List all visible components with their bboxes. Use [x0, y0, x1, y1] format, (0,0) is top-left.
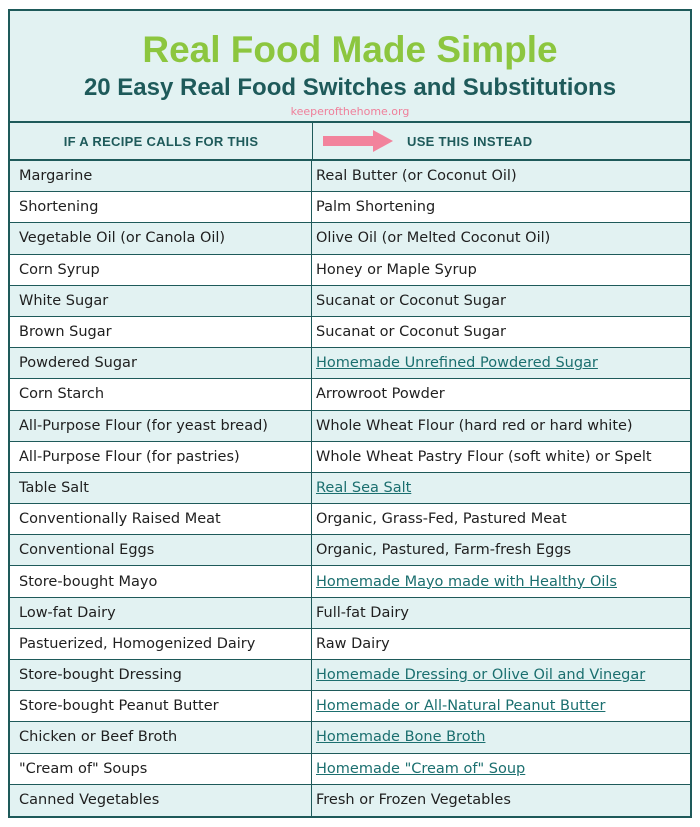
header [10, 11, 690, 123]
substitute-ingredient: Full-fat Dairy [316, 604, 409, 621]
column-headers [10, 123, 690, 161]
substitute-link[interactable]: Homemade Dressing or Olive Oil and Vinegar [316, 667, 646, 684]
original-ingredient: Low-fat Dairy [10, 598, 312, 628]
right-arrow-icon [323, 130, 393, 152]
table-row [10, 317, 690, 348]
table-row [10, 223, 690, 254]
substitute-ingredient: Palm Shortening [316, 199, 436, 216]
original-ingredient: All-Purpose Flour (for pastries) [10, 442, 312, 472]
substitute-ingredient: Sucanat or Coconut Sugar [316, 324, 507, 341]
substitute-ingredient: Honey or Maple Syrup [316, 261, 477, 278]
substitute-ingredient [312, 691, 690, 721]
site-credit: keeperofthehome.org [290, 105, 410, 118]
table-row [10, 722, 690, 753]
original-ingredient: Canned Vegetables [10, 785, 312, 816]
substitute-link[interactable]: Real Sea Salt [316, 479, 412, 496]
table-row [10, 379, 690, 410]
original-ingredient: Store-bought Mayo [10, 566, 312, 596]
table-row [10, 629, 690, 660]
table-row [10, 566, 690, 597]
table-row [10, 255, 690, 286]
original-ingredient: All-Purpose Flour (for yeast bread) [10, 411, 312, 441]
original-ingredient: Vegetable Oil (or Canola Oil) [10, 223, 312, 253]
substitute-link[interactable]: Homemade Mayo made with Healthy Oils [316, 573, 617, 590]
original-ingredient: Pastuerized, Homogenized Dairy [10, 629, 312, 659]
original-ingredient: Store-bought Dressing [10, 660, 312, 690]
table-row [10, 535, 690, 566]
substitute-ingredient: Raw Dairy [316, 635, 390, 652]
table-row [10, 192, 690, 223]
substitute-ingredient: Fresh or Frozen Vegetables [316, 792, 511, 809]
original-ingredient: Store-bought Peanut Butter [10, 691, 312, 721]
table-row [10, 691, 690, 722]
substitute-ingredient: Whole Wheat Pastry Flour (soft white) or Spelt [316, 448, 652, 465]
substitute-ingredient [312, 754, 690, 784]
table-row [10, 660, 690, 691]
substitute-ingredient: Whole Wheat Flour (hard red or hard white) [316, 417, 633, 434]
table-row [10, 411, 690, 442]
substitution-table [10, 161, 690, 816]
table-row [10, 473, 690, 504]
substitute-link[interactable]: Homemade Bone Broth [316, 729, 486, 746]
substitute-ingredient: Sucanat or Coconut Sugar [316, 292, 507, 309]
substitute-link[interactable]: Homemade Unrefined Powdered Sugar [316, 355, 598, 372]
table-row [10, 598, 690, 629]
original-ingredient: Brown Sugar [10, 317, 312, 347]
page-title: Real Food Made Simple [142, 29, 558, 70]
substitute-ingredient: Arrowroot Powder [316, 386, 445, 403]
substitute-ingredient [312, 566, 690, 596]
original-ingredient: "Cream of" Soups [10, 754, 312, 784]
table-row [10, 754, 690, 785]
original-ingredient: Powdered Sugar [10, 348, 312, 378]
table-row [10, 348, 690, 379]
original-ingredient: Conventionally Raised Meat [10, 504, 312, 534]
table-row [10, 442, 690, 473]
table-row [10, 161, 690, 192]
substitutions-card [8, 9, 692, 818]
substitute-link[interactable]: Homemade or All-Natural Peanut Butter [316, 698, 606, 715]
substitute-ingredient: Olive Oil (or Melted Coconut Oil) [316, 230, 551, 247]
substitute-ingredient: Organic, Pastured, Farm-fresh Eggs [316, 542, 572, 559]
substitute-ingredient: Real Butter (or Coconut Oil) [316, 168, 517, 185]
substitute-link[interactable]: Homemade "Cream of" Soup [316, 760, 526, 777]
column-header-left: IF A RECIPE CALLS FOR THIS [10, 123, 313, 159]
table-row [10, 286, 690, 317]
original-ingredient: Conventional Eggs [10, 535, 312, 565]
table-row [10, 504, 690, 535]
substitute-ingredient [312, 722, 690, 752]
column-header-right-label: USE THIS INSTEAD [407, 133, 533, 149]
original-ingredient: Corn Starch [10, 379, 312, 409]
substitute-ingredient [312, 348, 690, 378]
original-ingredient: Margarine [10, 161, 312, 191]
original-ingredient: White Sugar [10, 286, 312, 316]
page-subtitle: 20 Easy Real Food Switches and Substitutions [83, 74, 617, 101]
column-header-right [313, 123, 690, 159]
original-ingredient: Table Salt [10, 473, 312, 503]
substitute-ingredient [312, 473, 690, 503]
substitute-ingredient [312, 660, 690, 690]
table-row [10, 785, 690, 816]
original-ingredient: Corn Syrup [10, 255, 312, 285]
substitute-ingredient: Organic, Grass-Fed, Pastured Meat [316, 511, 567, 528]
original-ingredient: Shortening [10, 192, 312, 222]
original-ingredient: Chicken or Beef Broth [10, 722, 312, 752]
